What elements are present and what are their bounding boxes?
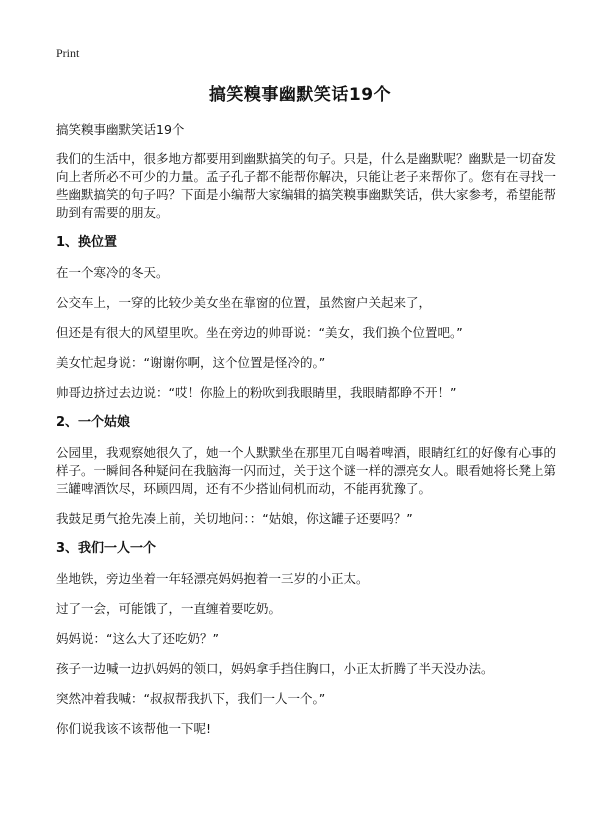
- section-paragraph: 孩子一边喊一边扒妈妈的领口，妈妈拿手挡住胸口，小正太折腾了半天没办法。: [56, 661, 494, 676]
- section-paragraph: 公交车上，一穿的比较少美女坐在靠窗的位置，虽然窗户关起来了，: [56, 295, 432, 310]
- section-paragraph: 突然冲着我喊：“叔叔帮我扒下，我们一人一个。”: [56, 691, 326, 706]
- section-heading: 2、一个姑娘: [56, 415, 131, 430]
- section-heading: 3、我们一人一个: [56, 541, 157, 556]
- page-title: 搞笑糗事幽默笑话19个: [208, 85, 392, 105]
- section-paragraph: 妈妈说：“这么大了还吃奶？”: [56, 631, 219, 646]
- article-body: [56, 150, 556, 750]
- section-paragraph: 你们说我该不该帮他一下呢!: [56, 721, 212, 736]
- section-paragraph: 帅哥边挤过去边说：“哎！你脸上的粉吹到我眼睛里，我眼睛都睁不开！”: [56, 385, 457, 400]
- section-paragraph: 我鼓足勇气抢先凑上前，关切地问：：“姑娘，你这罐子还要吗？”: [56, 511, 413, 526]
- section-heading: 1、换位置: [56, 235, 118, 250]
- section-paragraph: 美女忙起身说：“谢谢你啊，这个位置是怪冷的。”: [56, 355, 326, 370]
- section-paragraph: 在一个寒冷的冬天。: [56, 265, 169, 280]
- page-subtitle: 搞笑糗事幽默笑话19个: [56, 122, 185, 137]
- section-paragraph: 过了一会，可能饿了，一直缠着要吃奶。: [56, 601, 282, 616]
- section-paragraph: 坐地铁，旁边坐着一年轻漂亮妈妈抱着一三岁的小正太。: [56, 571, 369, 586]
- section-paragraph: 但还是有很大的风望里吹。坐在旁边的帅哥说：“美女，我们换个位置吧。”: [56, 325, 463, 340]
- section-paragraph: 公园里，我观察她很久了，她一个人默默坐在那里兀自喝着啤酒，眼睛红红的好像有心事的样子。一瞬间各种疑问在我脑海一闪而过，关于这个谜一样的漂亮女人。眼看她将长凳上第三罐啤酒饮尽，环顾四周，还有不少搭讪伺机而动，不能再犹豫了。: [56, 445, 557, 496]
- intro-paragraph: 我们的生活中，很多地方都要用到幽默搞笑的句子。只是，什么是幽默呢？幽默是一切奋发向上者所必不可少的力量。孟子孔子都不能帮你解决，只能让老子来帮你了。您有在寻找一些幽默搞笑的句子吗？下面是小编帮大家编辑的搞笑糗事幽默笑话，供大家参考，希望能帮助到有需要的朋友。: [56, 151, 557, 220]
- print-link[interactable]: Print: [56, 46, 80, 60]
